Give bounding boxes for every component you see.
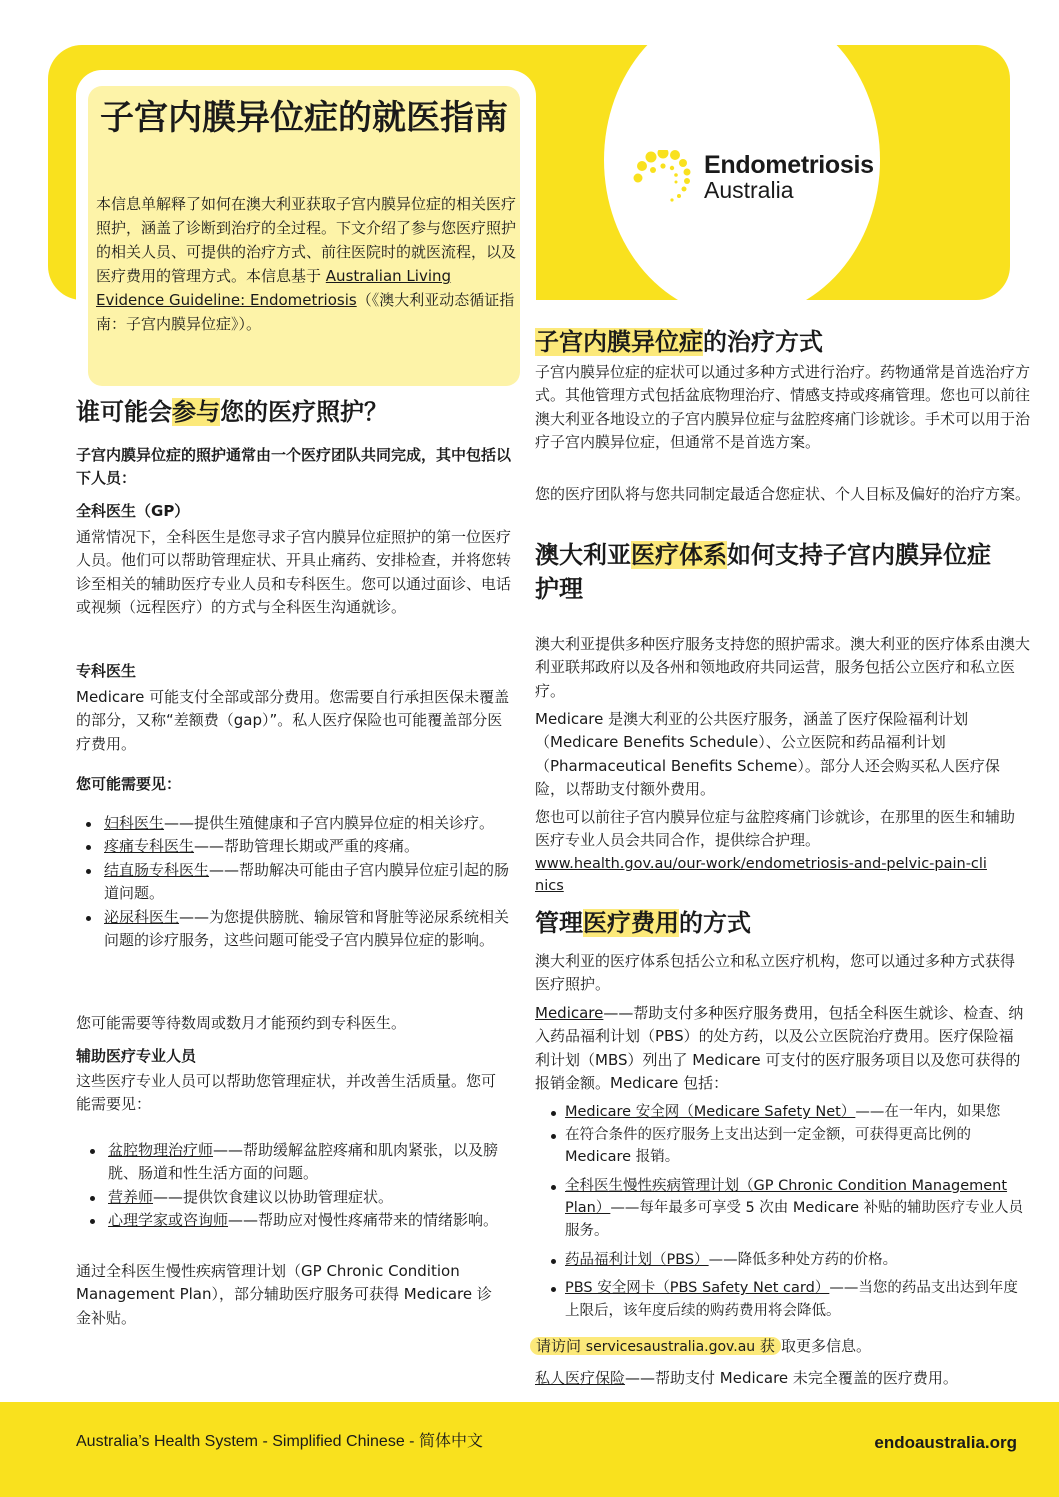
intro-text: 本信息单解释了如何在澳大利亚获取子宫内膜异位症的相关医疗照护，涵盖了诊断到治疗的全过程。下文介绍了参与您医疗照护的相关人员、可提供的治疗方式、前往医院时的就医流程，以及医疗费用的管理方式。本信息基于 (96, 195, 517, 285)
specialist-name[interactable]: 泌尿科医生 (104, 907, 180, 926)
health-system-text-2: Medicare 是澳大利亚的公共医疗服务，涵盖了医疗保险福利计划（Medicare Benefits Schedule）、公立医院和药品福利计划（Pharmaceutical Benefits Scheme）。部分人还会购买私人医疗保险，以帮助支付额外费用。 (535, 710, 1000, 799)
specialist-list (76, 812, 516, 952)
page-title: 子宫内膜异位症的就医指南 (100, 98, 508, 138)
list-item: 营养师——提供饮食建议以协助管理症状。 (80, 1186, 500, 1209)
treatment-text-2: 您的医疗团队将与您共同制定最适合您症状、个人目标及偏好的治疗方案。 (535, 485, 1031, 503)
specialist-title: 专科医生 (76, 662, 137, 680)
visit-highlight: 请访问 servicesaustralia.gov.au 获 (530, 1337, 781, 1355)
allied-name[interactable]: 营养师 (108, 1187, 154, 1206)
list-item: 全科医生慢性疾病管理计划（GP Chronic Condition Management Plan）——每年最多可享受 5 次由 Medicare 补贴的辅助医疗专业人员服务。 (535, 1175, 1025, 1243)
treatment-heading: 子宫内膜异位症的治疗方式 (535, 328, 823, 356)
who-heading: 谁可能会参与您的医疗照护？ (76, 398, 388, 426)
gp-text: 通常情况下，全科医生是您寻求子宫内膜异位症照护的第一位医疗人员。他们可以帮助管理症状、开具止痛药、安排检查，并将您转诊至相关的辅助医疗专业人员和专科医生。您可以通过面诊、电话或视频（远程医疗）的方式与全科医生沟通就诊。 (76, 528, 512, 617)
who-heading-highlight: 参与 (172, 398, 220, 426)
list-item: 泌尿科医生——为您提供膀胱、输尿管和肾脏等泌尿系统相关问题的诊疗服务，这些问题可能受子宫内膜异位症的影响。 (76, 906, 516, 953)
medicare-text: ——帮助支付多种医疗服务费用，包括全科医生就诊、检查、纳入药品福利计划（PBS）的处方药，以及公立医院治疗费用。医疗保险福利计划（MBS）列出了 Medicare 可支付的医疗服务项目以及您可获得的报销金额。Medicare 包括： (535, 1004, 1024, 1093)
private-insurance-paragraph (535, 1367, 1025, 1390)
specialist-name[interactable]: 妇科医生 (104, 814, 165, 832)
endometriosis-australia-logo (632, 150, 892, 204)
intro-paragraph (96, 192, 516, 336)
gp-plan-link[interactable]: 全科医生慢性疾病管理计划（GP Chronic Condition Management Plan） (565, 1177, 1008, 1217)
allied-name[interactable]: 心理学家或咨询师 (108, 1211, 229, 1230)
allied-name[interactable]: 盆腔物理治疗师 (108, 1141, 214, 1159)
logo-wordmark (704, 152, 874, 202)
services-australia-link[interactable]: servicesaustralia.gov.au (585, 1339, 756, 1355)
private-insurance-text: ——帮助支付 Medicare 未完全覆盖的医疗费用。 (625, 1369, 958, 1387)
gp-plan-text: 通过全科医生慢性疾病管理计划（GP Chronic Condition Management Plan），部分辅助医疗服务可获得 Medicare 诊金补贴。 (76, 1262, 492, 1327)
medicare-list (535, 1101, 1025, 1322)
logo-line-1: Endometriosis (704, 151, 874, 179)
pbs-link[interactable]: 药品福利计划（PBS） (565, 1251, 709, 1268)
specialist-name[interactable]: 结直肠专科医生 (104, 860, 210, 879)
treatment-text-1: 子宫内膜异位症的症状可以通过多种方式进行治疗。药物通常是首选治疗方式。其他管理方式包括盆底物理治疗、情感支持或疼痛管理。您也可以前往澳大利亚各地设立的子宫内膜异位症与盆腔疼痛门诊就诊。手术可以用于治疗子宫内膜异位症，但通常不是首选方案。 (535, 363, 1031, 452)
specialist-name[interactable]: 疼痛专科医生 (104, 837, 195, 856)
list-item: 盆腔物理治疗师——帮助缓解盆腔疼痛和肌肉紧张，以及膀胱、肠道和性生活方面的问题。 (80, 1139, 500, 1186)
list-item: 心理学家或咨询师——帮助应对慢性疼痛带来的情绪影响。 (80, 1209, 500, 1232)
health-system-text-1: 澳大利亚提供多种医疗服务支持您的照护需求。澳大利亚的医疗体系由澳大利亚联邦政府以及各州和领地政府共同运营，服务包括公立医疗和私立医疗。 (535, 635, 1031, 700)
logo-line-2: Australia (704, 177, 794, 204)
may-see-label: 您可能需要见： (76, 775, 182, 793)
health-system-heading-highlight: 医疗体系 (631, 541, 727, 569)
medicare-paragraph (535, 1002, 1025, 1096)
medicare-link[interactable]: Medicare (535, 1004, 604, 1022)
list-item: Medicare 安全网（Medicare Safety Net）——在一年内，如果您 (535, 1101, 1025, 1124)
guideline-link[interactable]: Australian Living Evidence Guideline: Endometriosis (96, 267, 452, 309)
costs-heading: 管理医疗费用的方式 (535, 909, 751, 937)
medicare-safety-net-link[interactable]: Medicare 安全网（Medicare Safety Net） (565, 1104, 856, 1120)
list-item: 妇科医生——提供生殖健康和子宫内膜异位症的相关诊疗。 (76, 812, 516, 835)
costs-text: 澳大利亚的医疗体系包括公立和私立医疗机构，您可以通过多种方式获得医疗照护。 (535, 952, 1016, 994)
specialist-text: Medicare 可能支付全部或部分费用。您需要自行承担医保未覆盖的部分，又称“差额费（gap）”。私人医疗保险也可能覆盖部分医疗费用。 (76, 688, 510, 753)
list-item: PBS 安全网卡（PBS Safety Net card）——当您的药品支出达到年度上限后，该年度后续的购药费用将会降低。 (535, 1277, 1025, 1322)
wait-text: 您可能需要等待数周或数月才能预约到专科医生。 (76, 1014, 407, 1032)
visit-paragraph: 请访问 servicesaustralia.gov.au 获 取更多信息。 (530, 1335, 1030, 1359)
who-intro: 子宫内膜异位症的照护通常由一个医疗团队共同完成，其中包括以下人员： (76, 446, 512, 488)
health-system-text-3: 您也可以前往子宫内膜异位症与盆腔疼痛门诊就诊，在那里的医生和辅助医疗专业人员会共同合作，提供综合护理。 (535, 808, 1016, 850)
logo-dots-icon (632, 150, 692, 204)
costs-heading-highlight: 医疗费用 (583, 909, 679, 937)
list-item: 结直肠专科医生——帮助解决可能由子宫内膜异位症引起的肠道问题。 (76, 859, 516, 906)
clinics-link[interactable]: www.health.gov.au/our-work/endometriosis-and-pelvic-pain-clinics (535, 856, 987, 895)
allied-title: 辅助医疗专业人员 (76, 1047, 197, 1065)
footer-document-title: Australia’s Health System - Simplified Chinese - 简体中文 (76, 1433, 483, 1450)
intro-text-end: （《澳大利亚动态循证指南：子宫内膜异位症》）。 (96, 291, 515, 333)
list-item: 药品福利计划（PBS）——降低多种处方药的价格。 (535, 1249, 1025, 1272)
gp-title: 全科医生（GP） (76, 502, 190, 520)
allied-list (80, 1139, 500, 1233)
pbs-safety-net-link[interactable]: PBS 安全网卡（PBS Safety Net card） (565, 1280, 830, 1297)
treatment-heading-highlight: 子宫内膜异位症 (535, 328, 703, 356)
private-insurance-link[interactable]: 私人医疗保险 (535, 1369, 626, 1387)
footer (0, 1402, 1059, 1497)
list-item: 在符合条件的医疗服务上支出达到一定金额，可获得更高比例的 Medicare 报销。 (535, 1124, 1025, 1169)
footer-website-link[interactable]: endoaustralia.org (874, 1433, 1017, 1452)
list-item: 疼痛专科医生——帮助管理长期或严重的疼痛。 (76, 835, 516, 858)
allied-text: 这些医疗专业人员可以帮助您管理症状，并改善生活质量。您可能需要见： (76, 1072, 497, 1114)
health-system-heading: 澳大利亚医疗体系如何支持子宫内膜异位症护理 (535, 541, 991, 604)
